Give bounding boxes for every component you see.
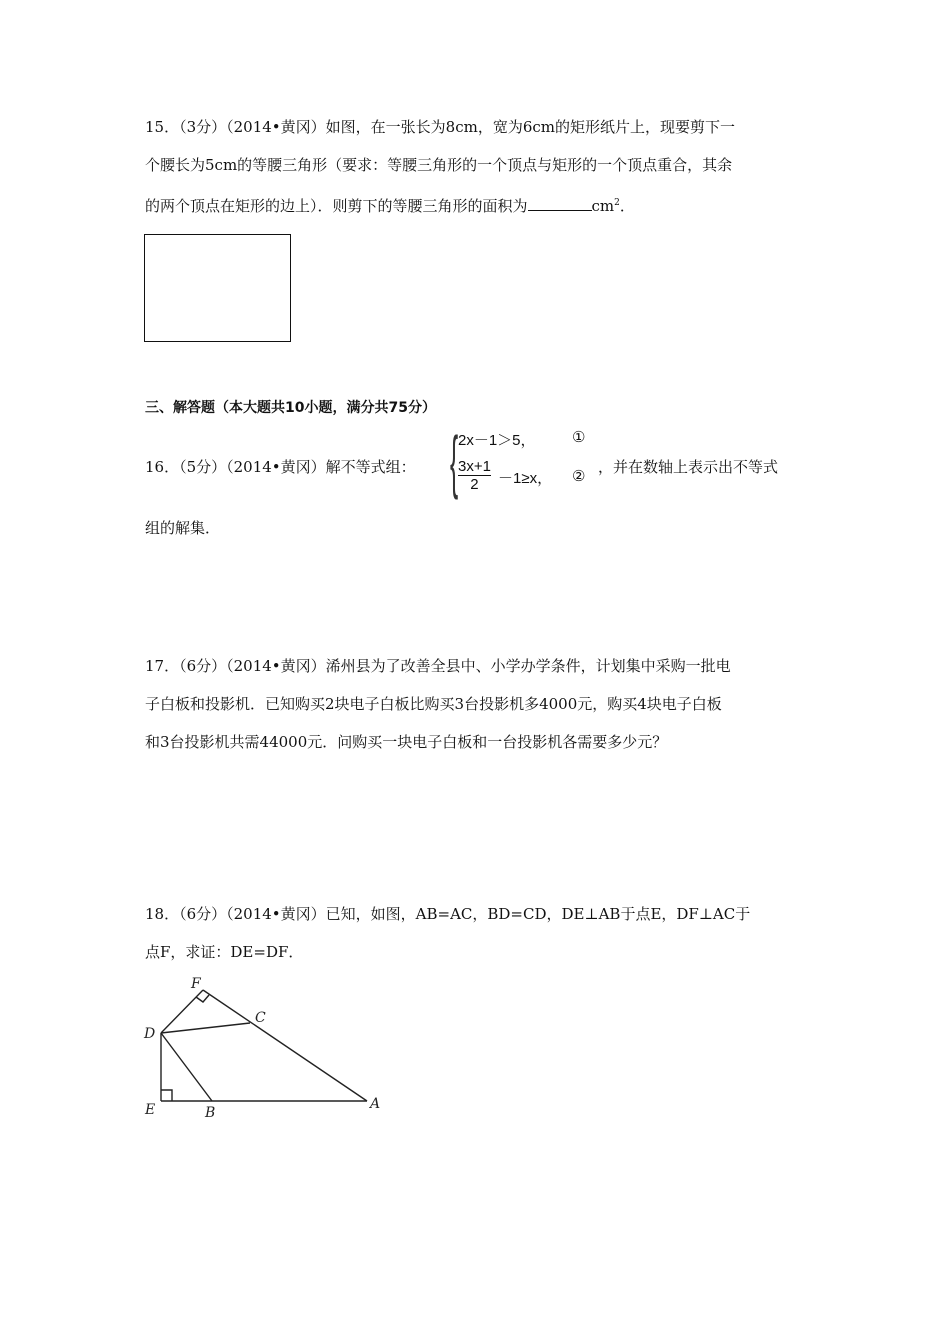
unit: cm — [591, 197, 615, 215]
q15-line1: 15．（3分）（2014•黄冈）如图，在一张长为8cm，宽为6cm的矩形纸片上，现要剪下一 — [145, 118, 735, 136]
q16-prefix: 16．（5分）（2014•黄冈）解不等式组： — [145, 458, 416, 476]
period: ． — [619, 197, 635, 215]
label-D: D — [144, 1026, 156, 1042]
section-heading: 三、解答题（本大题共10小题，满分共75分） — [145, 400, 436, 416]
label-C: C — [255, 1010, 266, 1026]
brace: { — [450, 422, 459, 500]
q15-text: 的两个顶点在矩形的边上）．则剪下的等腰三角形的面积为 — [145, 197, 528, 215]
mark2: ② — [572, 468, 586, 485]
q17-line3: 和3台投影机共需44000元．问购买一块电子白板和一台投影机各需要多少元？ — [145, 733, 668, 751]
label-A: A — [370, 1096, 381, 1112]
label-F: F — [191, 976, 201, 992]
unit-sup: 2 — [614, 198, 620, 208]
q16-suffix: ，并在数轴上表示出不等式 — [598, 458, 779, 476]
numerator: 3x+1 — [458, 458, 491, 475]
q17-line2: 子白板和投影机．已知购买2块电子白板比购买3台投影机多4000元，购买4块电子白板 — [145, 695, 722, 713]
label-E: E — [145, 1102, 156, 1118]
denominator: 2 — [470, 476, 479, 493]
q18-line2: 点F，求证：DE=DF． — [145, 943, 304, 961]
ineq1: 2x－1＞5， — [458, 432, 536, 449]
q16-line2: 组的解集． — [145, 519, 221, 537]
q17-line1: 17．（6分）（2014•黄冈）浠州县为了改善全县中、小学办学条件，计划集中采购一批电 — [145, 657, 731, 675]
mark1: ① — [572, 429, 586, 446]
q18-line1: 18．（6分）（2014•黄冈）已知，如图，AB=AC，BD=CD，DE⊥AB于点E，DF⊥AC于 — [145, 905, 751, 923]
q15-line2: 个腰长为5cm的等腰三角形（要求：等腰三角形的一个顶点与矩形的一个顶点重合，其余 — [145, 156, 733, 174]
ineq2: －1≥x， — [498, 470, 553, 487]
label-B: B — [205, 1105, 216, 1121]
